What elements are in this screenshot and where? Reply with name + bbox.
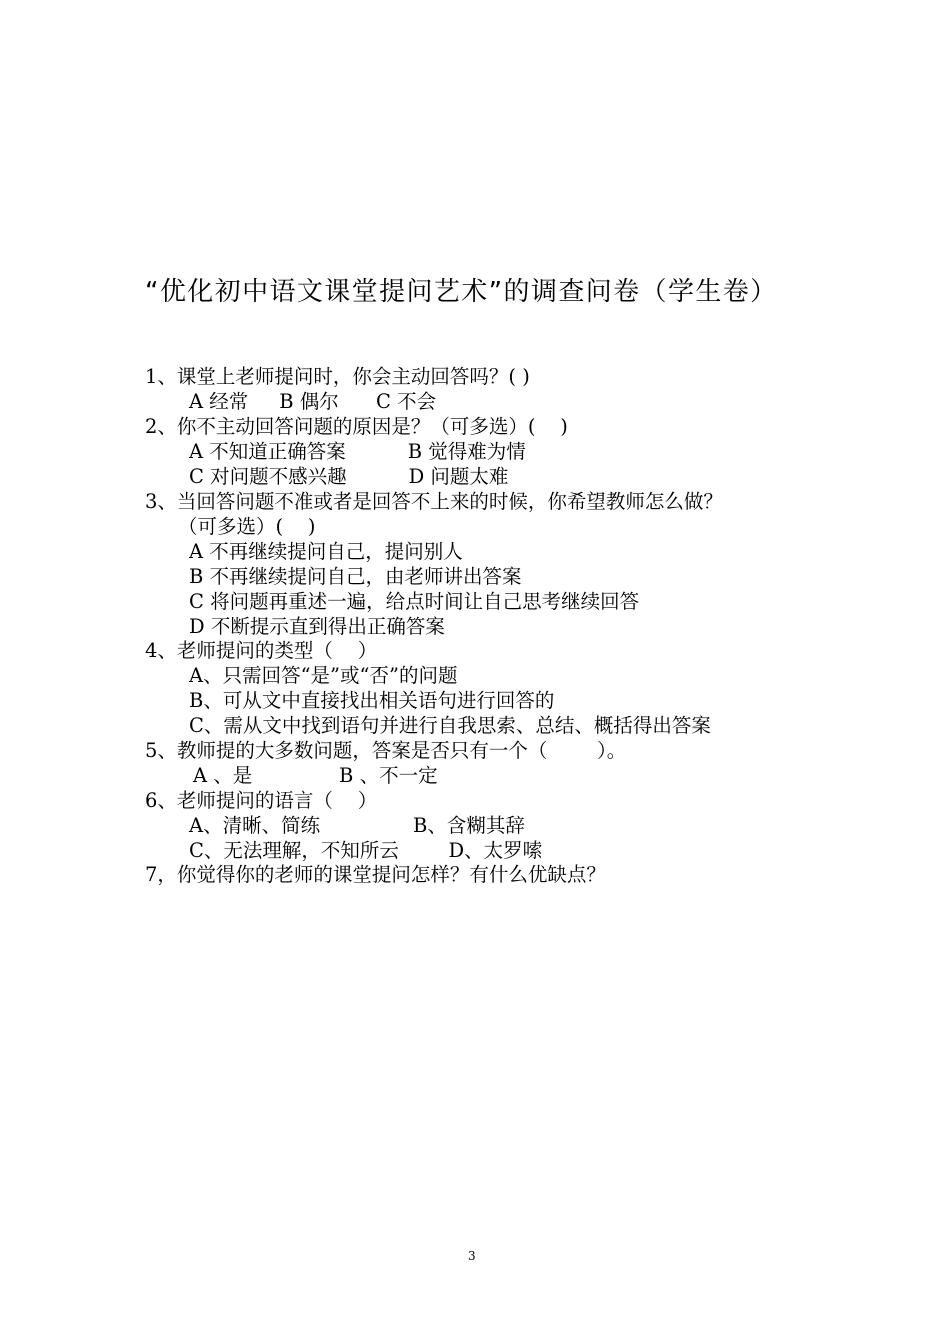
question-2-options-cd: C 对问题不感兴趣 D 问题太难 [189, 465, 509, 488]
question-4-option-c: C、需从文中找到语句并进行自我思索、总结、概括得出答案 [189, 714, 711, 737]
question-4-option-b: B、可从文中直接找出相关语句进行回答的 [189, 689, 555, 712]
page-number: 3 [468, 1249, 476, 1263]
question-6-options-ab: A、清晰、简练 B、含糊其辞 [189, 814, 525, 837]
question-2: 2、你不主动回答问题的原因是？（可多选）( ) [145, 415, 568, 438]
question-4: 4、老师提问的类型（ ） [145, 639, 378, 662]
question-3-option-b: B 不再继续提问自己，由老师讲出答案 [189, 565, 522, 588]
question-3-note: （可多选）( ) [178, 515, 316, 538]
question-6-options-cd: C、无法理解，不知所云 D、太罗嗦 [189, 839, 543, 862]
question-2-options-ab: A 不知道正确答案 B 觉得难为情 [189, 440, 526, 463]
question-1-options: A 经常 B 偶尔 C 不会 [189, 390, 437, 413]
page-title: “优化初中语文课堂提问艺术”的调查问卷（学生卷） [145, 277, 778, 307]
question-4-option-a: A、只需回答“是”或“否”的问题 [189, 664, 458, 687]
question-6: 6、老师提问的语言（ ） [145, 789, 378, 812]
question-1: 1、课堂上老师提问时，你会主动回答吗？( ) [145, 365, 530, 388]
question-3: 3、当回答问题不准或者是回答不上来的时候，你希望教师怎么做？ [145, 490, 723, 513]
question-3-option-a: A 不再继续提问自己，提问别人 [189, 540, 463, 563]
question-3-option-c: C 将问题再重述一遍，给点时间让自己思考继续回答 [189, 590, 640, 613]
question-3-option-d: D 不断提示直到得出正确答案 [189, 615, 445, 638]
question-5: 5、教师提的大多数问题，答案是否只有一个（ ）。 [145, 739, 627, 762]
question-7: 7，你觉得你的老师的课堂提问怎样？有什么优缺点？ [145, 863, 606, 886]
question-5-options: A 、是 B 、不一定 [193, 764, 438, 787]
